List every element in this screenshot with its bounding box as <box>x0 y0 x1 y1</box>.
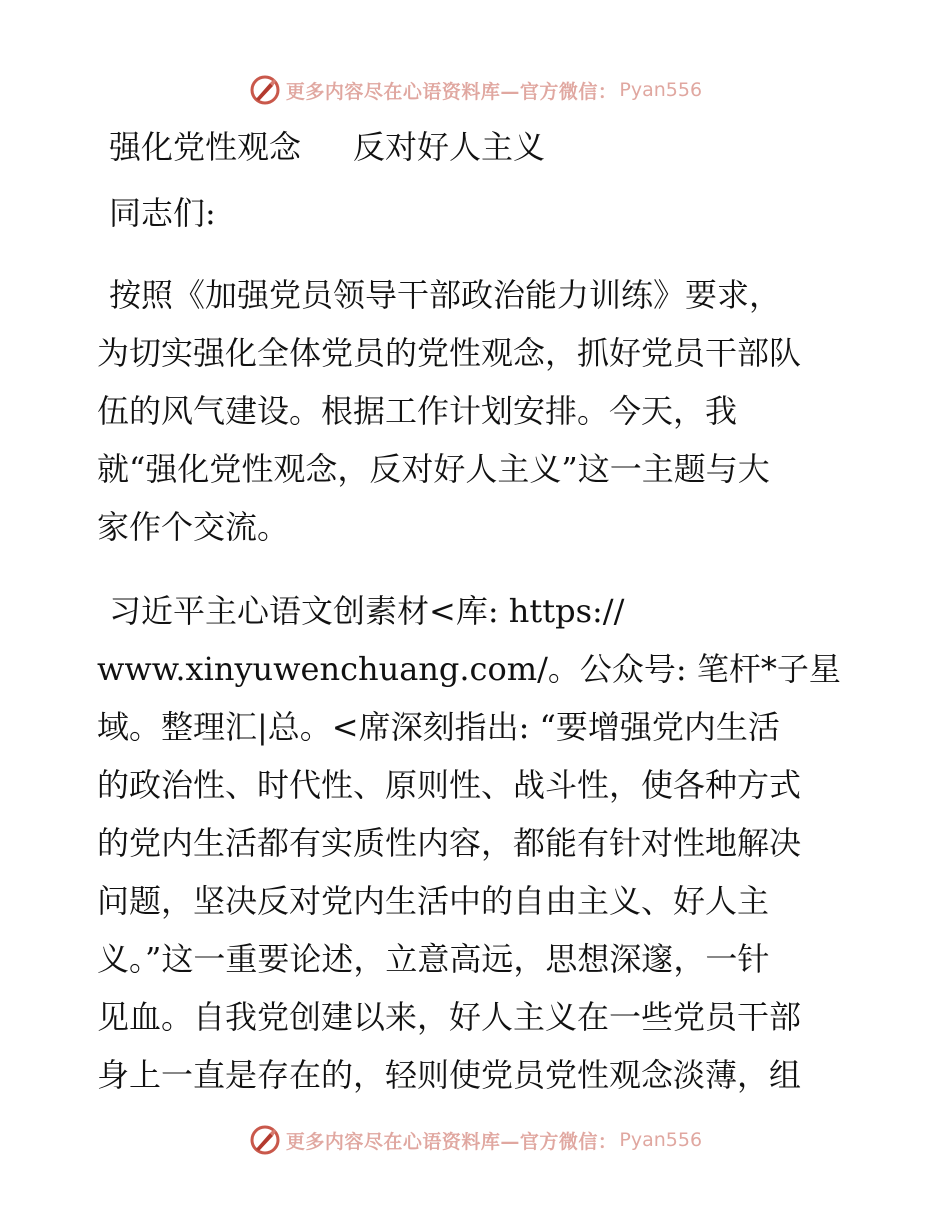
paragraph-2 <box>97 582 857 1104</box>
paragraph-line: www.xinyuwenchuang.com/。公众号: 笔杆*子星 <box>97 650 841 688</box>
paragraph-1 <box>97 266 857 556</box>
watermark-text: 更多内容尽在心语资料库—官方微信： <box>285 80 618 103</box>
greeting: 同志们: <box>109 194 216 232</box>
paragraph-line: 义。”这一重要论述，立意高远，思想深邃，一针 <box>97 940 770 978</box>
paragraph-line: 习近平主心语文创素材<库: https:// <box>109 592 625 630</box>
title-right: 反对好人主义 <box>353 128 546 166</box>
watermark-wechat-id: Pyan556 <box>619 79 703 101</box>
paragraph-line: 见血。自我党创建以来，好人主义在一些党员干部 <box>97 998 802 1036</box>
paragraph-line: 伍的风气建设。根据工作计划安排。今天，我 <box>97 392 738 430</box>
paragraph-line: 为切实强化全体党员的党性观念，抓好党员干部队 <box>97 334 802 372</box>
paragraph-line: 域。整理汇|总。<席深刻指出: “要增强党内生活 <box>97 708 780 746</box>
title-left: 强化党性观念 <box>109 128 302 166</box>
paragraph-line: 就“强化党性观念，反对好人主义”这一主题与大 <box>97 450 770 488</box>
document-body <box>97 120 857 1104</box>
paragraph-line: 家作个交流。 <box>97 508 290 546</box>
header-watermark <box>0 70 950 110</box>
pen-logo-icon <box>248 1123 282 1157</box>
paragraph-line: 按照《加强党员领导干部政治能力训练》要求， <box>109 276 782 314</box>
pen-logo-icon <box>248 73 282 107</box>
paragraph-line: 的党内生活都有实质性内容，都能有针对性地解决 <box>97 824 802 862</box>
document-title <box>109 120 857 174</box>
watermark-wechat-id: Pyan556 <box>619 1129 703 1151</box>
watermark-text: 更多内容尽在心语资料库—官方微信： <box>285 1130 618 1153</box>
paragraph-line: 的政治性、时代性、原则性、战斗性，使各种方式 <box>97 766 802 804</box>
paragraph-line: 问题，坚决反对党内生活中的自由主义、好人主 <box>97 882 770 920</box>
footer-watermark <box>0 1120 950 1160</box>
paragraph-line: 身上一直是存在的，轻则使党员党性观念淡薄，组 <box>97 1056 802 1094</box>
